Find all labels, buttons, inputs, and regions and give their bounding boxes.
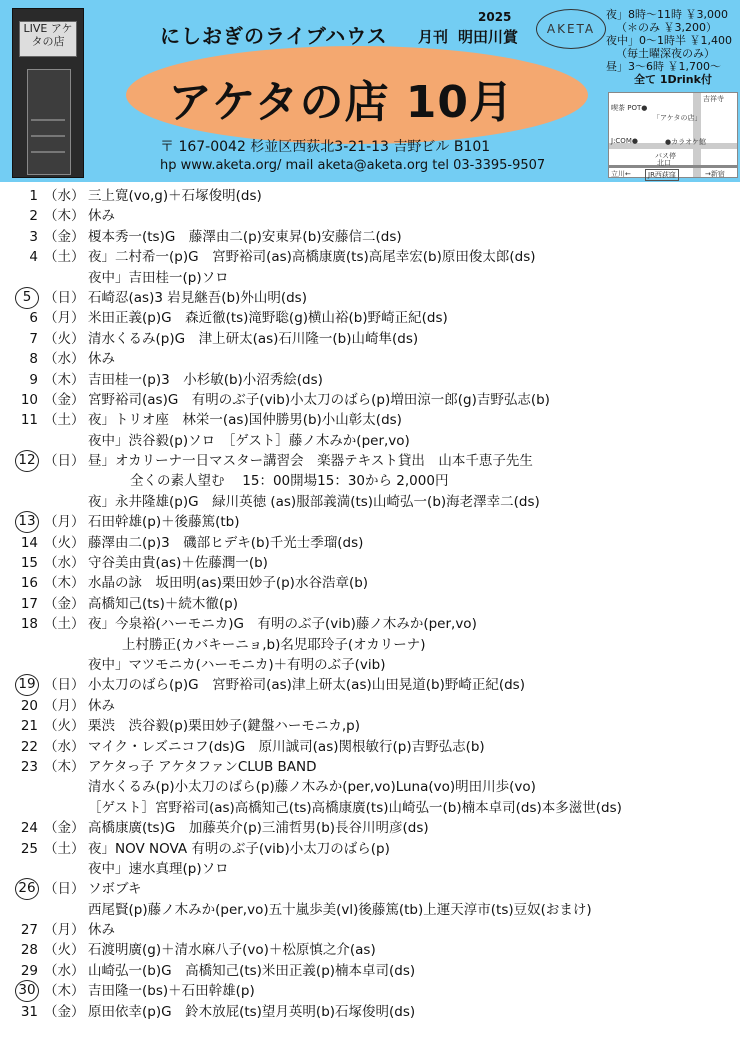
schedule-row — [0, 186, 740, 206]
day-number: 10 — [20, 391, 38, 408]
schedule-continuation-row — [0, 431, 740, 451]
schedule-row — [0, 757, 740, 777]
weekday: （金） — [44, 1003, 85, 1020]
event-text: 昼」オカリーナ一日マスター講習会 楽器テキスト貸出 山本千恵子先生 — [88, 453, 533, 470]
schedule-continuation-row — [0, 777, 740, 797]
map-label: 立川← — [611, 170, 631, 178]
schedule-row — [0, 308, 740, 328]
event-text: 西尾賢(p)藤ノ木みか(per,vo)五十嵐歩美(vl)後藤篤(tb)上運天淳市(ts)豆奴(おまけ) — [88, 901, 592, 918]
price-line: 全て 1Drink付 — [634, 73, 712, 86]
schedule-row — [0, 696, 740, 716]
schedule-row — [0, 737, 740, 757]
map-label: →新宿 — [705, 170, 725, 178]
weekday: （木） — [44, 371, 85, 388]
store-sign: LIVE アケタの店 — [19, 21, 77, 57]
event-text: 栗渋 渋谷毅(p)栗田妙子(鍵盤ハーモニカ,p) — [88, 718, 360, 735]
day-number-circled: 19 — [15, 674, 39, 696]
event-text: 山崎弘一(b)G 高橋知己(ts)米田正義(p)楠本卓司(ds) — [88, 962, 416, 979]
storefront-photo — [12, 8, 84, 178]
weekday: （火） — [44, 534, 85, 551]
weekday: （水） — [44, 962, 85, 979]
stair-step — [31, 119, 65, 121]
event-text: 米田正義(p)G 森近徹(ts)滝野聡(g)横山裕(b)野崎正紀(ds) — [88, 310, 448, 327]
day-number: 11 — [20, 412, 38, 429]
event-text: マイク・レズニコフ(ds)G 原川誠司(as)関根敏行(p)吉野弘志(b) — [88, 738, 485, 755]
event-text: 清水くるみ(p)小太刀のばら(p)藤ノ木みか(per,vo)Luna(vo)明田川歩(vo) — [88, 779, 536, 796]
event-text: 三上寛(vo,g)＋石塚俊明(ds) — [88, 188, 262, 204]
weekday: （日） — [44, 289, 85, 306]
schedule-row — [0, 410, 740, 430]
schedule-continuation-row — [0, 655, 740, 675]
day-number: 27 — [20, 922, 38, 939]
entrance-door — [27, 69, 71, 175]
event-text: アケタっ子 アケタファンCLUB BAND — [88, 758, 317, 775]
event-text: 高橋知己(ts)＋続木徹(p) — [88, 595, 238, 612]
schedule-continuation-row — [0, 798, 740, 818]
schedule-row — [0, 553, 740, 573]
price-line: 夜」8時〜11時 ￥3,000 — [606, 8, 728, 21]
year-label: 2025 — [478, 10, 512, 24]
event-text: 休み — [88, 351, 115, 368]
event-text: 夜」トリオ座 林栄一(as)国仲勝男(b)小山彰太(ds) — [88, 412, 402, 429]
schedule-row — [0, 1002, 740, 1022]
schedule-row — [0, 981, 740, 1001]
contact-info: hp www.aketa.org/ mail aketa@aketa.org tel 03-3395-9507 — [160, 158, 546, 173]
day-number: 15 — [20, 555, 38, 572]
event-text: 夜中」速水真理(p)ソロ — [88, 860, 229, 877]
weekday: （火） — [44, 942, 85, 959]
schedule-row — [0, 594, 740, 614]
weekday: （日） — [44, 881, 85, 898]
schedule-continuation-row — [0, 471, 740, 491]
award-label: 明田川賞 — [458, 28, 519, 46]
day-number: 4 — [29, 249, 38, 266]
schedule-row — [0, 920, 740, 940]
schedule-row — [0, 818, 740, 838]
schedule-continuation-row — [0, 859, 740, 879]
day-number-circled: 13 — [15, 511, 39, 533]
event-text: 原田依幸(p)G 鈴木放屁(ts)望月英明(b)石塚俊明(ds) — [88, 1003, 416, 1020]
day-number: 21 — [20, 718, 38, 735]
weekday: （水） — [44, 351, 85, 368]
event-text: 水晶の詠 坂田明(as)栗田妙子(p)水谷浩章(b) — [88, 575, 369, 592]
schedule-row — [0, 879, 740, 899]
schedule-row — [0, 614, 740, 634]
price-line: （＊のみ ￥3,200） — [616, 21, 717, 34]
event-text: 榎本秀一(ts)G 藤澤由二(p)安東昇(b)安藤信二(ds) — [88, 228, 402, 245]
weekday: （金） — [44, 820, 85, 837]
weekday: （日） — [44, 677, 85, 694]
day-number: 25 — [20, 840, 38, 857]
day-number: 7 — [29, 330, 38, 347]
schedule-row — [0, 573, 740, 593]
day-number: 29 — [20, 962, 38, 979]
day-number: 1 — [29, 188, 38, 204]
day-number: 18 — [20, 616, 38, 633]
weekday: （日） — [44, 453, 85, 470]
map-label: 「アケタの店」 — [653, 114, 702, 122]
event-text: 高橋康廣(ts)G 加藤英介(p)三浦哲男(b)長谷川明彦(ds) — [88, 820, 429, 837]
map-label: 喫茶 POT● — [611, 104, 648, 112]
day-number: 23 — [20, 758, 38, 775]
schedule-row — [0, 390, 740, 410]
schedule-list — [0, 186, 740, 1022]
event-text: 全くの素人望む 15：00開場15：30から 2,000円 — [130, 473, 449, 490]
schedule-row — [0, 370, 740, 390]
header-banner — [0, 0, 740, 182]
weekday: （月） — [44, 697, 85, 714]
aketa-logo: AKETA — [536, 9, 606, 49]
weekday: （木） — [44, 983, 85, 1000]
event-text: 藤澤由二(p)3 磯部ヒデキ(b)千光士季瑠(ds) — [88, 534, 364, 551]
event-text: 夜中」吉田桂一(p)ソロ — [88, 269, 229, 286]
event-text: 石渡明廣(g)＋清水麻八子(vo)＋松原慎之介(as) — [88, 942, 376, 959]
weekday: （水） — [44, 555, 85, 572]
map-label: JR西荻窪 — [645, 169, 679, 181]
weekday: （木） — [44, 575, 85, 592]
day-number: 16 — [20, 575, 38, 592]
day-number: 17 — [20, 595, 38, 612]
schedule-continuation-row — [0, 900, 740, 920]
event-text: 守谷美由貴(as)＋佐藤潤一(b) — [88, 555, 268, 572]
day-number-circled: 5 — [15, 287, 39, 309]
event-text: 夜中」渋谷毅(p)ソロ ［ゲスト］藤ノ木みか(per,vo) — [88, 432, 410, 449]
schedule-row — [0, 940, 740, 960]
schedule-row — [0, 961, 740, 981]
weekday: （月） — [44, 514, 85, 531]
schedule-row — [0, 533, 740, 553]
day-number: 8 — [29, 351, 38, 368]
map-label: 吉祥寺 — [703, 95, 724, 103]
weekday: （土） — [44, 840, 85, 857]
event-text: 夜」今泉裕(ハーモニカ)G 有明のぶ子(vib)藤ノ木みか(per,vo) — [88, 616, 477, 633]
schedule-row — [0, 206, 740, 226]
tagline: にしおぎのライブハウス — [160, 24, 388, 48]
schedule-continuation-row — [0, 635, 740, 655]
event-text: 石田幹雄(p)＋後藤篤(tb) — [88, 514, 240, 531]
map-label: ●カラオケ館 — [665, 138, 706, 146]
day-number: 31 — [20, 1003, 38, 1020]
weekday: （木） — [44, 758, 85, 775]
weekday: （金） — [44, 228, 85, 245]
weekday: （水） — [44, 188, 85, 204]
day-number-circled: 12 — [15, 450, 39, 472]
weekday: （土） — [44, 412, 85, 429]
schedule-row — [0, 512, 740, 532]
event-text: ソボブキ — [88, 881, 142, 898]
event-text: 夜」NOV NOVA 有明のぶ子(vib)小太刀のばら(p) — [88, 840, 390, 857]
event-text: ［ゲスト］宮野裕司(as)高橋知己(ts)高橋康廣(ts)山崎弘一(b)楠本卓司(ds)本多滋世(ds) — [88, 799, 622, 816]
weekday: （火） — [44, 718, 85, 735]
map-railway — [609, 165, 737, 168]
schedule-row — [0, 349, 740, 369]
schedule-row — [0, 675, 740, 695]
stair-step — [31, 135, 65, 137]
day-number: 22 — [20, 738, 38, 755]
page-title: アケタの店 10月 — [168, 77, 515, 128]
event-text: 宮野裕司(as)G 有明のぶ子(vib)小太刀のばら(p)増田涼一郎(g)吉野弘志(b) — [88, 391, 550, 408]
price-list — [606, 8, 736, 86]
day-number: 6 — [29, 310, 38, 327]
map-label: J:COM● — [611, 137, 638, 145]
day-number: 14 — [20, 534, 38, 551]
event-text: 夜」二村希一(p)G 宮野裕司(as)高橋康廣(ts)高尾幸宏(b)原田俊太郎(ds) — [88, 249, 536, 266]
event-text: 休み — [88, 208, 115, 225]
day-number: 20 — [20, 697, 38, 714]
address: 〒 167-0042 杉並区西荻北3-21-13 吉野ビル B101 — [160, 139, 491, 155]
schedule-continuation-row — [0, 492, 740, 512]
price-line: 昼」3〜6時 ￥1,700〜 — [606, 60, 721, 73]
event-text: 上村勝正(カバキーニョ,b)名児耶玲子(オカリーナ) — [122, 636, 426, 653]
weekday: （土） — [44, 616, 85, 633]
access-map — [608, 92, 738, 178]
weekday: （金） — [44, 595, 85, 612]
schedule-row — [0, 247, 740, 267]
day-number-circled: 30 — [15, 980, 39, 1002]
weekday: （月） — [44, 310, 85, 327]
schedule-row — [0, 716, 740, 736]
day-number: 24 — [20, 820, 38, 837]
map-label: バス停 — [655, 152, 676, 160]
event-text: 夜中」マツモニカ(ハーモニカ)＋有明のぶ子(vib) — [88, 656, 386, 673]
monthly-label: 月刊 — [418, 28, 449, 46]
weekday: （土） — [44, 249, 85, 266]
event-text: 石崎忍(as)3 岩見継吾(b)外山明(ds) — [88, 289, 307, 306]
event-text: 夜」永井隆雄(p)G 緑川英徳 (as)服部義満(ts)山崎弘一(b)海老澤幸二(ds) — [88, 493, 540, 510]
price-line: 夜中」0〜1時半 ￥1,400 — [606, 34, 732, 47]
weekday: （月） — [44, 922, 85, 939]
day-number: 2 — [29, 208, 38, 225]
schedule-row — [0, 451, 740, 471]
event-text: 吉田桂一(p)3 小杉敏(b)小沼秀絵(ds) — [88, 371, 323, 388]
map-label: 北口 — [657, 159, 671, 167]
schedule-row — [0, 227, 740, 247]
weekday: （火） — [44, 330, 85, 347]
stair-step — [31, 151, 65, 153]
schedule-row — [0, 288, 740, 308]
weekday: （金） — [44, 391, 85, 408]
schedule-row — [0, 839, 740, 859]
day-number: 3 — [29, 228, 38, 245]
event-text: 休み — [88, 922, 115, 939]
day-number: 28 — [20, 942, 38, 959]
event-text: 清水くるみ(p)G 津上研太(as)石川隆一(b)山崎隼(ds) — [88, 330, 419, 347]
schedule-row — [0, 329, 740, 349]
event-text: 休み — [88, 697, 115, 714]
event-text: 小太刀のばら(p)G 宮野裕司(as)津上研太(as)山田晃道(b)野崎正紀(ds) — [88, 677, 525, 694]
day-number-circled: 26 — [15, 878, 39, 900]
price-line: （毎土曜深夜のみ） — [616, 47, 715, 60]
event-text: 吉田隆一(bs)＋石田幹雄(p) — [88, 983, 255, 1000]
schedule-continuation-row — [0, 268, 740, 288]
weekday: （木） — [44, 208, 85, 225]
day-number: 9 — [29, 371, 38, 388]
weekday: （水） — [44, 738, 85, 755]
